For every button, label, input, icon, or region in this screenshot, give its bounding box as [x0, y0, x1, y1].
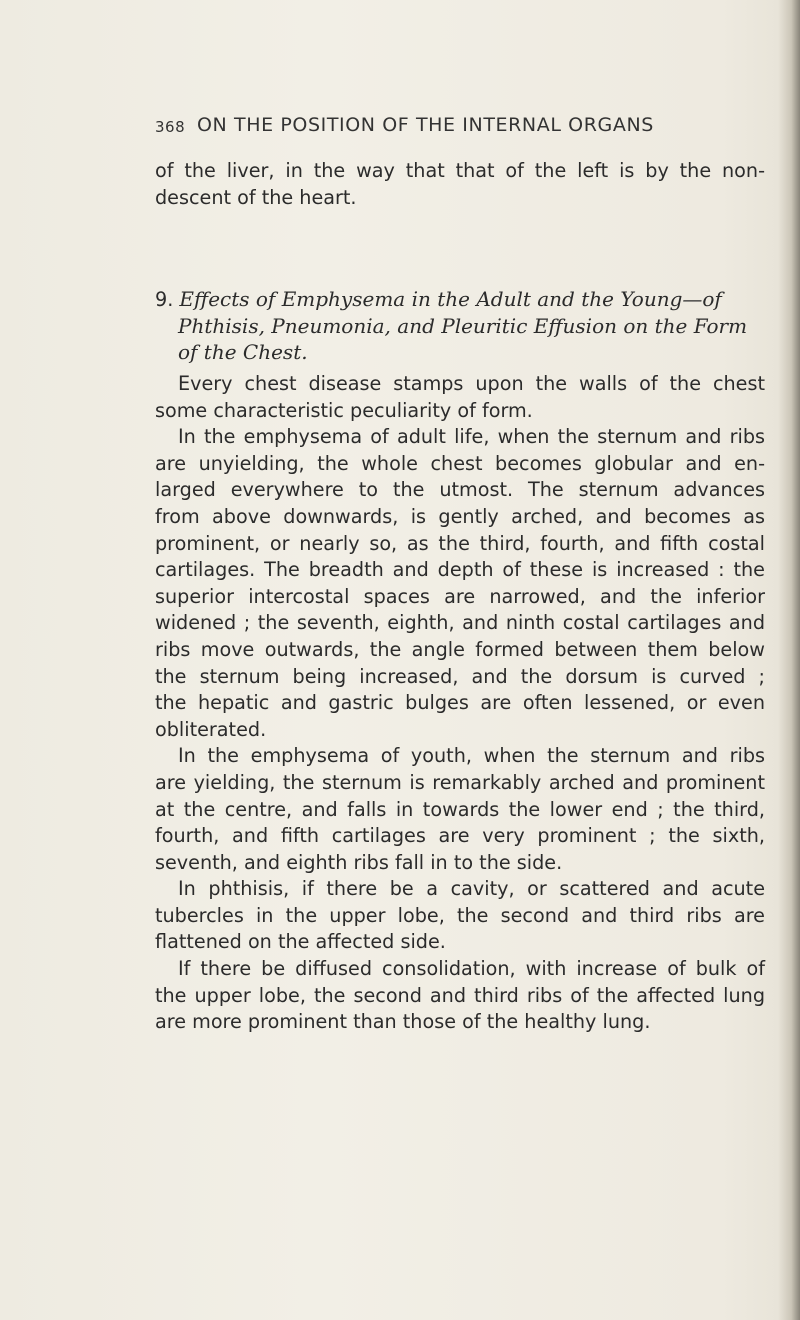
page-edge-shadow: [778, 0, 800, 1320]
text-line: are more prominent than those of the healthy lung.: [155, 1010, 651, 1034]
text-line: the sternum being increased, and the dorsum is curved ;: [155, 664, 765, 688]
text-line: superior intercostal spaces are narrowed, and the inferior: [155, 584, 765, 608]
page-number: 368: [155, 118, 186, 136]
text-line: obliterated.: [155, 717, 267, 741]
section-heading: [155, 286, 765, 366]
text-line: fourth, and fifth cartilages are very prominent ; the sixth,: [155, 824, 765, 848]
text-line: If there be diffused consolidation, with increase of bulk of: [178, 957, 765, 981]
text-line: of the liver, in the way that that of the left is by the non-: [155, 159, 765, 182]
text-line: descent of the heart.: [155, 185, 357, 209]
text-line: the upper lobe, the second and third ribs of the affected lung: [155, 983, 765, 1007]
text-line: In the emphysema of youth, when the sternum and ribs: [178, 744, 765, 768]
section-heading-line-1: [155, 286, 765, 313]
section-number: 9.: [155, 288, 174, 311]
text-line: Every chest disease stamps upon the walls of the chest: [178, 372, 765, 395]
text-line: tubercles in the upper lobe, the second and third ribs are: [155, 903, 765, 927]
text-line: some characteristic peculiarity of form.: [155, 398, 533, 422]
running-title: ON THE POSITION OF THE INTERNAL ORGANS: [197, 114, 654, 136]
text-line: ribs move outwards, the angle formed between them below: [155, 637, 765, 661]
intro-paragraph: [155, 158, 765, 211]
body-text: [155, 371, 765, 1036]
text-line: In the emphysema of adult life, when the sternum and ribs: [178, 425, 765, 449]
text-line: In phthisis, if there be a cavity, or scattered and acute: [178, 877, 765, 901]
text-line: flattened on the affected side.: [155, 930, 446, 954]
text-line: widened ; the seventh, eighth, and ninth costal cartilages and: [155, 611, 765, 635]
text-line: larged everywhere to the utmost. The sternum advances: [155, 478, 765, 502]
text-line: at the centre, and falls in towards the lower end ; the third,: [155, 797, 765, 821]
section-title-line: Phthisis, Pneumonia, and Pleuritic Effusion on the Form: [178, 313, 748, 338]
text-line: are yielding, the sternum is remarkably arched and prominent: [155, 770, 765, 794]
section-title-line: of the Chest.: [178, 340, 308, 365]
text-line: cartilages. The breadth and depth of these is increased : the: [155, 558, 765, 582]
text-line: from above downwards, is gently arched, and becomes as: [155, 504, 765, 528]
section-title-line: Effects of Emphysema in the Adult and the Young—of: [179, 287, 722, 311]
text-line: seventh, and eighth ribs fall in to the side.: [155, 850, 563, 874]
text-line: are unyielding, the whole chest becomes globular and en-: [155, 451, 765, 475]
text-line: the hepatic and gastric bulges are often lessened, or even: [155, 691, 765, 715]
text-line: prominent, or nearly so, as the third, fourth, and fifth costal: [155, 531, 765, 555]
